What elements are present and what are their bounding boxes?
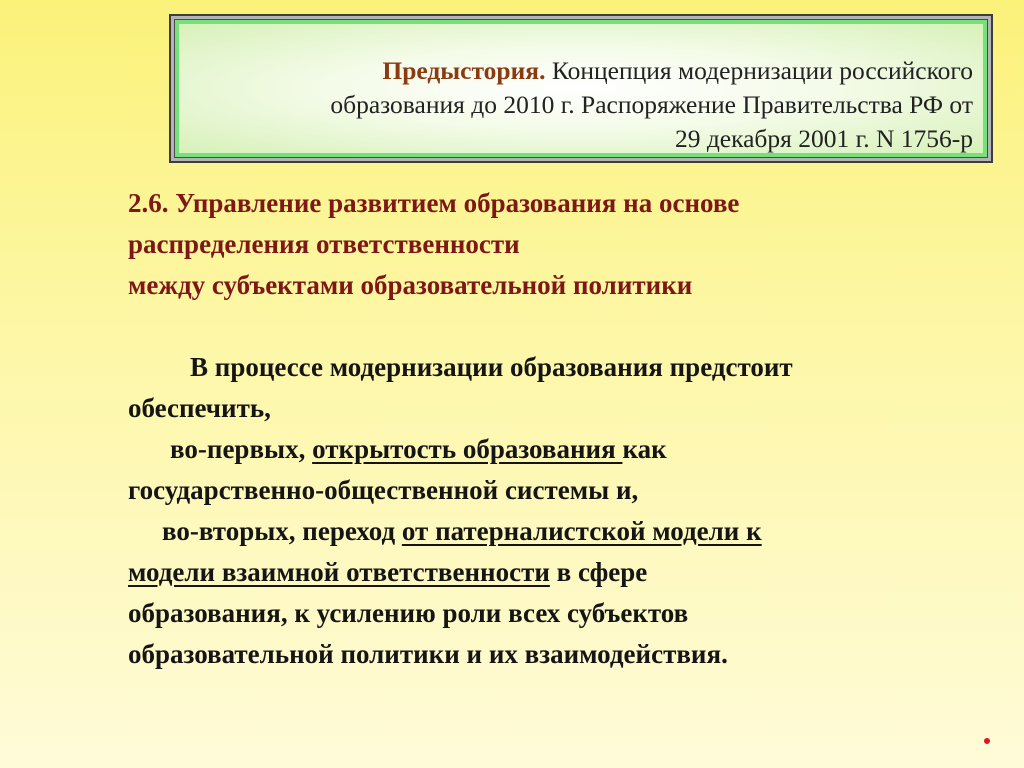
body-line-5-start: во-вторых, переход	[162, 516, 402, 546]
slide-content	[128, 183, 958, 675]
title-line-3: 29 декабря 2001 г. N 1756-р	[674, 124, 973, 153]
underlined-mutual-responsibility: модели взаимной ответственности	[128, 557, 550, 587]
body-line-1: В процессе модернизации образования предстоит	[190, 352, 793, 382]
section-heading-line-3: между субъектами образовательной политики	[128, 270, 693, 300]
title-bold-label: Предыстория.	[382, 56, 546, 85]
body-line-5	[128, 511, 958, 552]
body-line-3	[128, 429, 958, 470]
bullet-dot-icon	[984, 738, 990, 744]
section-heading-line-2: распределения ответственности	[128, 229, 520, 259]
title-line-2: образования до 2010 г. Распоряжение Правительства РФ от	[330, 90, 973, 119]
title-box	[169, 14, 993, 163]
title-line-1	[189, 54, 973, 88]
section-heading	[128, 183, 958, 306]
body-line-4: государственно-общественной системы и,	[128, 475, 639, 505]
body-line-3-start: во-первых,	[170, 434, 313, 464]
body-line-6-end: в сфере	[549, 557, 648, 587]
section-heading-line-1: 2.6. Управление развитием образования на основе	[128, 188, 740, 218]
body-line-3-end: как	[622, 434, 667, 464]
body-paragraph	[128, 347, 958, 675]
body-line-8: образовательной политики и их взаимодействия.	[128, 639, 728, 669]
underlined-paternalist-model: от патерналистской модели к	[401, 516, 762, 546]
title-line-1-rest: Концепция модернизации российского	[545, 56, 973, 85]
body-line-6	[128, 552, 958, 593]
body-line-2: обеспечить,	[128, 393, 271, 423]
body-line-7: образования, к усилению роли всех субъектов	[128, 598, 689, 628]
underlined-openness: открытость образования	[312, 434, 623, 464]
title-box-inner	[175, 20, 987, 157]
